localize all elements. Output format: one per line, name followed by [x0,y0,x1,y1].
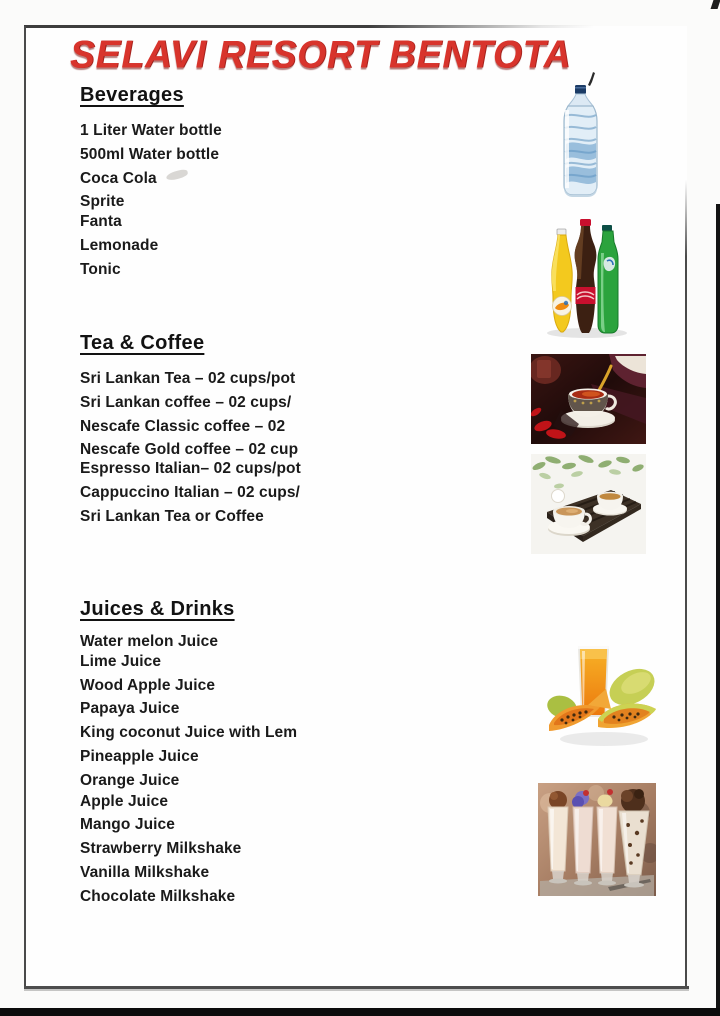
menu-item: Mango Juice [80,816,175,834]
screen-edge-bottom [0,1008,720,1016]
juices-drinks-list [80,630,410,909]
menu-item: Orange Juice [80,771,180,789]
page-title: SELAVI RESORT BENTOTA [70,33,572,76]
menu-item: 500ml Water bottle [80,145,220,163]
menu-item: Papaya Juice [80,700,180,718]
sheet-border-left [24,26,26,988]
juice-photo [546,643,663,749]
menu-item: Lime Juice [80,652,162,670]
menu-item: Fanta [80,213,122,231]
section-heading-juices-drinks: Juices & Drinks [80,598,235,620]
menu-item: Chocolate Milkshake [80,887,236,905]
milk-tea-photo [531,454,646,554]
soda-bottles-photo [543,213,629,339]
menu-item: Sri Lankan Tea or Coffee [80,507,264,525]
scan-corner-mark [711,0,720,9]
beverages-list [80,119,410,282]
menu-item: Espresso Italian– 02 cups/pot [80,460,301,478]
menu-item: Sri Lankan coffee – 02 cups/ [80,393,292,411]
menu-item: Nescafe Classic coffee – 02 [80,417,286,435]
section-heading-tea-coffee: Tea & Coffee [80,332,205,354]
menu-item: Coca Cola [80,169,157,187]
menu-item: King coconut Juice with Lem [80,724,298,742]
menu-item: Vanilla Milkshake [80,863,210,881]
menu-item: Water melon Juice [80,633,219,650]
menu-item: Strawberry Milkshake [80,840,242,858]
menu-item: Sri Lankan Tea – 02 cups/pot [80,370,296,387]
menu-item: Nescafe Gold coffee – 02 cup [80,441,299,459]
menu-item: Tonic [80,260,121,278]
menu-item: Wood Apple Juice [80,676,216,694]
tea-pour-photo [531,354,646,444]
sheet-border-right [685,26,687,986]
menu-item: Cappuccino Italian – 02 cups/ [80,483,300,501]
menu-item: Apple Juice [80,792,169,810]
tea-coffee-list [80,367,410,529]
sheet-border-top [24,25,687,28]
menu-item: Sprite [80,193,125,211]
section-heading-beverages: Beverages [80,84,184,106]
menu-item: Pineapple Juice [80,747,199,765]
menu-item: Lemonade [80,236,159,254]
sheet-border-bottom [24,986,689,989]
water-bottle-photo [553,84,607,198]
menu-item: 1 Liter Water bottle [80,122,222,139]
milkshake-photo [538,783,656,896]
screen-edge-right [716,204,720,1016]
